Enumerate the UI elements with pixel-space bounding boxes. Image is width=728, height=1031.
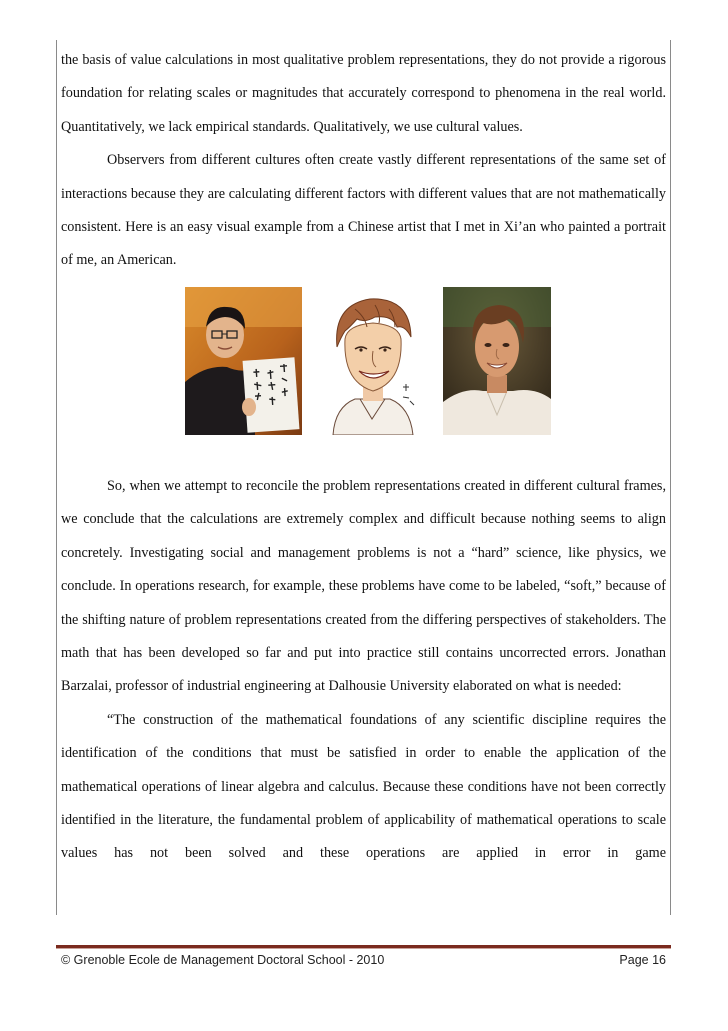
footer-divider [56,945,671,949]
upper-text-block [61,44,666,278]
paragraph-continuation: the basis of value calculations in most qualitative problem representations, they do not provide a rigorous foundation for relating scales or magnitudes that accurately correspond to phenomena in the real world. Quantitatively, we lack empirical standards. Qualitatively, we use cultural values. [61,52,666,135]
page-number: Page 16 [619,953,666,967]
painted-caricature-portrait-icon [315,287,430,435]
paragraph-observers: Observers from different cultures often create vastly different representations of the same set of interactions because they are calculating different factors with different values that are not mathematically consistent. Here is an easy visual example from a Chinese artist that I met in Xi’an who painted a portrait of me, an American. [61,152,666,269]
photo-of-artist-holding-calligraphy-icon [185,287,302,435]
paragraph-quotation: “The construction of the mathematical foundations of any scientific discipline requires the identification of the conditions that must be satisfied in order to enable the application of the mathematical operations of linear algebra and calculus. Because these conditions have not been correctly identified in the literature, the fundamental problem of applicability of mathematical operations to scale values has not been solved and these operations are applied in error in game [61,711,666,862]
paragraph-reconcile: So, when we attempt to reconcile the problem representations created in different cultural frames, we conclude that the calculations are extremely complex and difficult because nothing seems to align concretely. Investigating social and management problems is not a “hard” science, like physics, we conclude. In operations research, for example, these problems have come to be labeled, “soft,” because of the shifting nature of problem representations created from the differing perspectives of stakeholders. The math that has been developed so far and put into practice still contains uncorrected errors. Jonathan Barzalai, professor of industrial engineering at Dalhousie University elaborated on what is needed: [61,478,666,695]
portrait-comparison-figure [185,287,551,435]
photo-of-american-author-icon [443,287,551,435]
footer-copyright: © Grenoble Ecole de Management Doctoral School - 2010 [61,953,385,967]
lower-text-block [61,470,666,871]
